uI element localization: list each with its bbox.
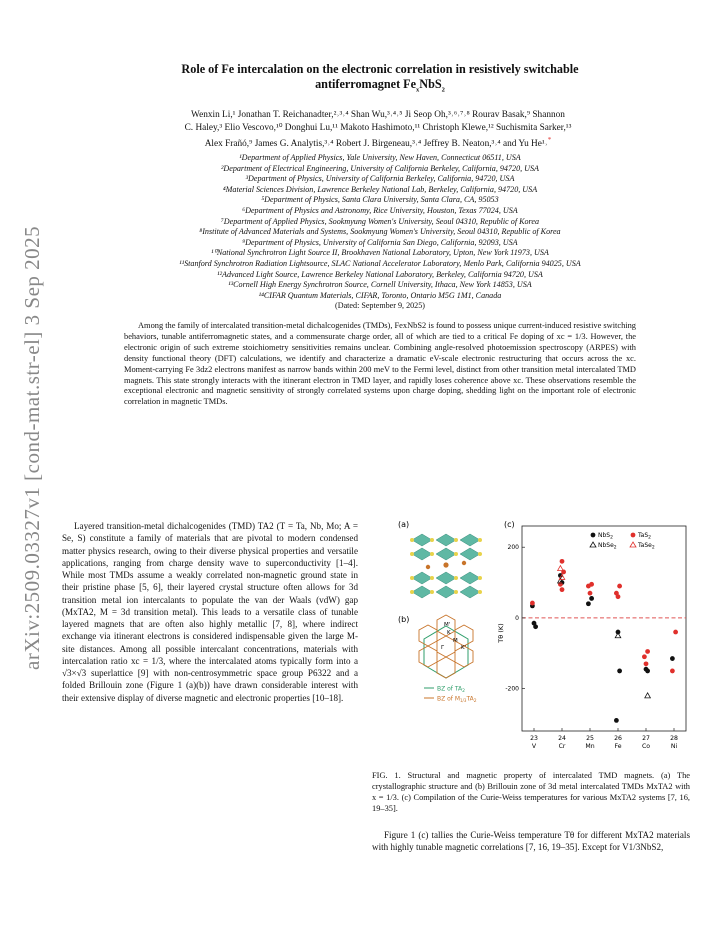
title-line-1: Role of Fe intercalation on the electronic correlation in resistively switchable: [181, 62, 579, 76]
affiliation: ¹¹Stanford Synchrotron Radiation Lightsource, SLAC National Accelerator Laboratory, Menlo Park, California 94025, USA: [179, 258, 581, 268]
affiliation: ³Department of Physics, University of California Berkeley, California, 94720, USA: [245, 174, 515, 184]
x-tick-element: Mn: [585, 743, 595, 750]
panel-a-label: (a): [398, 520, 410, 529]
x-tick-number: 25: [586, 735, 594, 742]
arxiv-stamp: [10, 200, 50, 670]
bz-label-k: K: [447, 630, 451, 636]
bz-label-kprime: K': [461, 645, 467, 651]
data-point-tase2: [558, 566, 564, 571]
brillouin-zone-diagram: [419, 615, 477, 704]
data-point-nbs2: [589, 596, 594, 601]
author-list: [76, 109, 680, 151]
affiliation: ¹³Cornell High Energy Synchrotron Source, Cornell University, Ithaca, New York 14853, USA: [228, 280, 532, 290]
affiliations: [60, 153, 700, 312]
bz-label-m: M: [453, 638, 458, 644]
curie-weiss-chart: [497, 526, 686, 750]
y-tick-label: 0: [515, 614, 519, 622]
x-tick-element: Cr: [558, 743, 566, 750]
chart-legend: [590, 532, 655, 551]
data-point-tas2: [560, 587, 565, 592]
author-line-1: Wenxin Li,¹ Jonathan T. Reichanadter,²˒³˒⁴ Shan Wu,³˒⁴˒⁵ Ji Seop Oh,³˒⁶˒⁷˒⁸ Rourav Basak,⁹ Shannon: [191, 110, 565, 120]
bz-label-gamma: Γ: [441, 645, 445, 651]
affiliation: ⁴Material Sciences Division, Lawrence Berkeley National Lab, Berkeley, California, 94720, USA: [222, 184, 538, 194]
figure-1-graphic: [398, 518, 690, 758]
data-point-nbse2: [615, 633, 621, 638]
data-point-tas2: [645, 649, 650, 654]
affiliation: ¹⁴CIFAR Quantum Materials, CIFAR, Toronto, Ontario M5G 1M1, Canada: [258, 290, 502, 300]
data-point-tas2: [586, 584, 591, 589]
crystal-structure: [410, 534, 482, 598]
data-point-nbs2: [614, 718, 619, 723]
author-line-3: Alex Frañó,⁹ James G. Analytis,³˒⁴ Robert J. Birgeneau,³˒⁴ Jeffrey B. Neaton,³˒⁴ and Yu He¹˒*: [204, 136, 552, 150]
bz-legend-ta: BZ of $TA_2$: [437, 685, 466, 694]
data-point-nbs2: [533, 624, 538, 629]
data-point-nbse2: [645, 693, 651, 698]
affiliation: ¹²Advanced Light Source, Lawrence Berkeley National Laboratory, Berkeley, California 94720, USA: [217, 269, 543, 279]
data-point-tas2: [670, 669, 675, 674]
data-point-tas2: [673, 630, 678, 635]
x-tick-element: Ni: [670, 743, 678, 750]
affiliation: ⁵Department of Physics, Santa Clara University, Santa Clara, CA, 95053: [261, 195, 499, 205]
plot-frame: [522, 526, 686, 731]
data-points: [530, 559, 678, 723]
figure-1: [398, 518, 690, 758]
affiliation: ¹Department of Applied Physics, Yale University, New Haven, Connecticut 06511, USA: [239, 153, 521, 162]
data-point-tas2: [644, 661, 649, 666]
data-point-tas2: [642, 654, 647, 659]
x-tick-element: Co: [641, 743, 651, 750]
bz-legend-m: BZ of $M_{1/3}TA_2$: [437, 695, 477, 704]
affiliation: ⁹Department of Physics, University of California San Diego, California, 92093, USA: [242, 237, 518, 247]
x-tick-element: V: [531, 743, 537, 750]
data-point-tas2: [588, 591, 593, 596]
data-point-nbs2: [670, 656, 675, 661]
affiliation: ⁸Institute of Advanced Materials and Systems, Sookmyung Women's University, Seoul 04310, Republic of Korea: [199, 227, 561, 237]
legend-tase2: TaSe$_2$: [638, 542, 655, 551]
figure-caption: FIG. 1. Structural and magnetic property of intercalated TMD magnets. (a) The crystallographic structure and (b) Brillouin zone of 3d metal intercalated TMDs MxTA2 with x = 1/3. (c) Compilation of the Curie-Weiss temperatures for various MxTA2 systems [7, 16, 19–35].: [372, 771, 690, 813]
data-point-tas2: [530, 601, 535, 606]
title-line-2: antiferromagnet $Fe_xNbS_2$: [315, 77, 445, 94]
paper-title: [80, 62, 680, 92]
y-axis-label: Tθ (K): [497, 623, 505, 643]
affiliation: ²Department of Electrical Engineering, University of California Berkeley, California, 94720, USA: [220, 163, 540, 173]
x-tick-number: 28: [670, 735, 678, 742]
panel-b-label: (b): [398, 615, 410, 624]
data-point-nbs2: [645, 669, 650, 674]
legend-tas2: TaS$_2$: [638, 532, 652, 541]
affiliation: ¹⁰National Synchrotron Light Source II, Brookhaven National Laboratory, Upton, New York 11973, USA: [211, 248, 549, 258]
x-tick-number: 24: [558, 735, 566, 742]
data-point-tas2: [616, 594, 621, 599]
data-point-nbs2: [617, 669, 622, 674]
arxiv-id: arXiv:2509.03327v1 [cond-mat.str-el] 3 Sep 2025: [20, 225, 44, 670]
data-point-tas2: [617, 584, 622, 589]
x-tick-number: 23: [530, 735, 538, 742]
y-tick-label: 200: [507, 544, 519, 552]
body-paragraph-right: Figure 1 (c) tallies the Curie-Weiss temperature Tθ for different MxTA2 materials with highly tunable magnetic correlations [7, 16, 19–35]. Except for V1/3NbS2,: [372, 830, 690, 853]
affiliation: ⁷Department of Applied Physics, Sookmyung Women's University, Seoul 04310, Republic of Korea: [220, 216, 540, 226]
body-paragraph-left: Layered transition-metal dichalcogenides (TMD) TA2 (T = Ta, Nb, Mo; A = Se, S) constitute a family of materials that are pivotal to modern condensed matter physics research, owing to their diverse physical properties and versatile applications, ranging from charge density wave to superconductivity [1–4]. While most TMDs assume a weakly correlated non-magnetic ground state in their pristine phase [5, 6], their layered crystal structure often allows for 3d transition metal ion intercalants to populate the van der Waals (vdW) gap (MxTA2, M = 3d transition metal). This leads to a versatile class of tunable layered magnets that are often also highly metallic [7, 8], where indirect exchange via itinerant electrons is considered indispensable given the large M-site distances. Among all possible intercalant concentrations, materials with intercalation ratio xc = 1/3, where the intercalated atoms typically form into a √3×√3 superlattice [9] with non-centrosymmetric space group P6322 and a folded Brillouin zone (Figure 1 (a)(b)) have drawn considerable interest with their extensive display of diverse magnetic and electronic properties [10–18].: [62, 521, 358, 703]
data-point-tas2: [560, 559, 565, 564]
x-tick-number: 26: [614, 735, 622, 742]
abstract: Among the family of intercalated transition-metal dichalcogenides (TMDs), FexNbS2 is found to possess unique current-induced resistive switching behaviors, tunable antiferromagnetic states, and a commensurate charge order, all of which are tied to a critical Fe doping of xc = 1/3. However, the electronic origin of such extreme stoichiometry sensitivities remains unclear. Combining angle-resolved photoemission spectroscopy (ARPES) with density functional theory (DFT) calculations, we identify and characterize a dramatic eV-scale electronic restructuring that occurs across the xc. Moment-carrying Fe 3dz2 electrons manifest as narrow bands within 200 meV to the Fermi level, distinct from other transition metal intercalated TMD magnets. This state strongly interacts with the itinerant electron in TMD layer, and rapidly loses coherence above xc. These observations resemble the exceptional electronic and magnetic sensitivity of strongly correlated systems upon charge doping, shedding light on the important role of electronic correlation in magnetic TMDs.: [124, 321, 636, 407]
affiliation: ⁶Department of Physics and Astronomy, Rice University, Houston, Texas 77024, USA: [242, 205, 518, 215]
x-tick-number: 27: [642, 735, 650, 742]
x-tick-element: Fe: [614, 743, 622, 750]
legend-nbse2: NbSe$_2$: [598, 542, 617, 551]
legend-nbs2: NbS$_2$: [598, 532, 613, 541]
data-point-nbs2: [586, 601, 591, 606]
panel-c-label: (c): [504, 520, 515, 529]
author-line-2: C. Haley,³ Elio Vescovo,¹⁰ Donghui Lu,¹¹ Makoto Hashimoto,¹¹ Christoph Klewe,¹² Suchismita Sarker,¹³: [184, 122, 572, 133]
date-line: (Dated: September 9, 2025): [335, 301, 425, 311]
y-tick-label: -200: [505, 685, 519, 693]
bz-label-mprime: M': [444, 622, 451, 628]
